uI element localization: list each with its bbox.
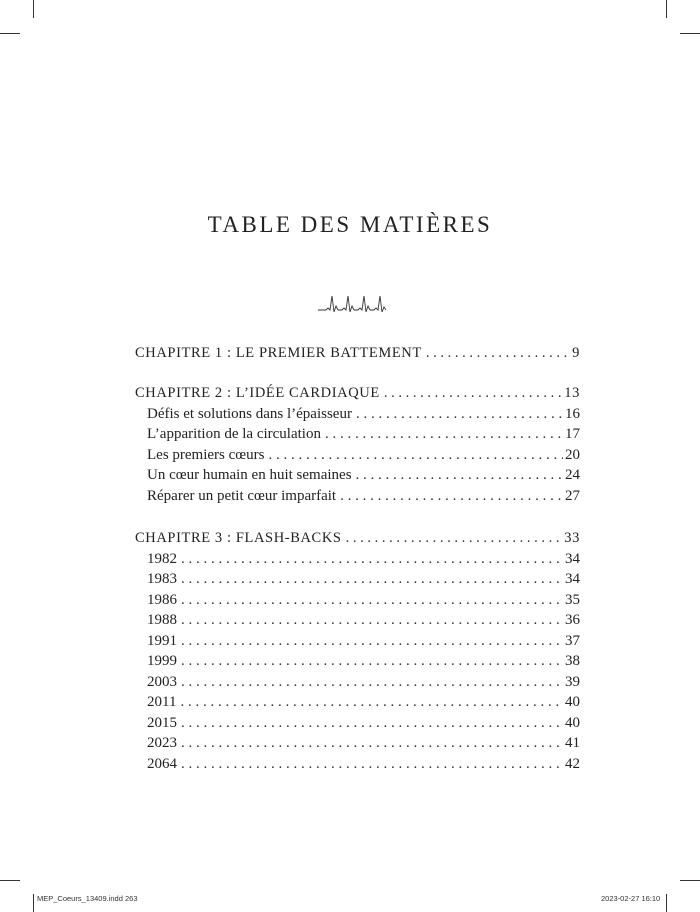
toc-page-number: 27 [565, 487, 580, 504]
toc-leader-dots [356, 467, 563, 484]
toc-leader-dots [181, 674, 563, 691]
toc-leader-dots [181, 756, 563, 773]
toc-leader-dots [181, 715, 563, 732]
toc-leader-dots [384, 385, 562, 402]
toc-page-number: 39 [565, 673, 580, 690]
toc-page-number: 42 [565, 755, 580, 772]
toc-page-number: 20 [565, 446, 580, 463]
toc-section-entry[interactable] [147, 633, 580, 650]
toc-page-number: 34 [565, 571, 580, 587]
toc-section-entry[interactable] [147, 467, 580, 484]
crop-mark [680, 33, 700, 34]
toc-section-title: Réparer un petit cœur imparfait [147, 487, 337, 504]
toc-section-entry[interactable] [147, 715, 580, 732]
toc-page-number: 37 [565, 632, 580, 649]
toc-section-entry[interactable] [147, 674, 580, 691]
toc-page-number: 36 [565, 612, 580, 628]
toc-section-title: 1999 [147, 653, 177, 669]
toc-section-title: Défis et solutions dans l’épaisseur [147, 405, 352, 422]
toc-page-number: 35 [565, 591, 580, 608]
toc-section-entry[interactable] [147, 447, 580, 464]
toc-section-entry[interactable] [147, 592, 580, 609]
toc-chapter-title: CHAPITRE 3 : FLASH-BACKS [135, 530, 342, 546]
toc-section-entry[interactable] [147, 756, 580, 773]
toc-chapter-entry[interactable] [135, 345, 580, 362]
toc-section-title: Les premiers cœurs [147, 446, 265, 463]
toc-leader-dots [340, 488, 563, 505]
toc-section-entry[interactable] [147, 612, 580, 629]
crop-mark [666, 0, 667, 18]
toc-page-number: 16 [565, 405, 580, 422]
toc-chapter-entry[interactable] [135, 385, 580, 402]
footer-filename: MEP_Coeurs_13409.indd 263 [37, 894, 138, 903]
toc-leader-dots [356, 406, 563, 423]
toc-section-title: 2064 [147, 755, 177, 772]
toc-chapter-title: CHAPITRE 1 : LE PREMIER BATTEMENT [135, 345, 422, 361]
crop-mark [680, 880, 700, 881]
toc-leader-dots [181, 612, 563, 629]
toc-section-title: 2023 [147, 735, 177, 751]
toc-page-number: 40 [565, 714, 580, 731]
toc-leader-dots [181, 571, 563, 588]
toc-section-entry[interactable] [147, 571, 580, 588]
crop-mark [666, 894, 667, 912]
toc-section-title: L’apparition de la circulation [147, 426, 321, 442]
toc-page-number: 34 [565, 550, 580, 567]
toc-leader-dots [181, 653, 563, 670]
toc-page-number: 24 [565, 467, 580, 483]
toc-section-title: 1986 [147, 591, 177, 608]
toc-section-entry[interactable] [147, 735, 580, 752]
toc-section-entry[interactable] [147, 426, 580, 443]
toc-leader-dots [181, 592, 563, 609]
toc-section-entry[interactable] [147, 653, 580, 670]
toc-page-number: 33 [564, 530, 580, 546]
crop-mark [33, 894, 34, 912]
page-title: TABLE DES MATIÈRES [207, 212, 493, 237]
toc-section-title: 1983 [147, 571, 177, 587]
toc-leader-dots [181, 735, 563, 752]
crop-mark [0, 33, 20, 34]
toc-page-number: 40 [565, 694, 580, 710]
toc-section-title: 1991 [147, 632, 177, 649]
crop-mark [0, 880, 20, 881]
toc-section-entry[interactable] [147, 694, 580, 711]
heartbeat-ornament-icon [316, 291, 386, 315]
toc-page-number: 41 [565, 735, 580, 751]
toc-page-number: 9 [572, 345, 580, 361]
crop-mark [33, 0, 34, 18]
toc-leader-dots [181, 551, 563, 568]
toc-section-entry[interactable] [147, 406, 580, 423]
toc-leader-dots [426, 345, 570, 362]
toc-leader-dots [325, 426, 563, 443]
toc-section-title: 1988 [147, 612, 177, 628]
toc-section-title: 2011 [147, 694, 177, 710]
toc-chapter-entry[interactable] [135, 530, 580, 547]
toc-page-number: 13 [564, 385, 580, 401]
toc-section-entry[interactable] [147, 551, 580, 568]
toc-section-title: 2003 [147, 673, 177, 690]
toc-leader-dots [346, 530, 563, 547]
toc-page-number: 17 [565, 426, 580, 442]
toc-section-title: Un cœur humain en huit semaines [147, 467, 352, 483]
toc-section-title: 2015 [147, 714, 177, 731]
toc-leader-dots [268, 447, 563, 464]
toc-section-entry[interactable] [147, 488, 580, 505]
toc-leader-dots [181, 633, 563, 650]
toc-page-number: 38 [565, 653, 580, 669]
footer-timestamp: 2023-02-27 16:10 [601, 894, 661, 903]
toc-chapter-title: CHAPITRE 2 : L’IDÉE CARDIAQUE [135, 385, 380, 401]
toc-leader-dots [180, 694, 563, 711]
toc-section-title: 1982 [147, 550, 177, 567]
